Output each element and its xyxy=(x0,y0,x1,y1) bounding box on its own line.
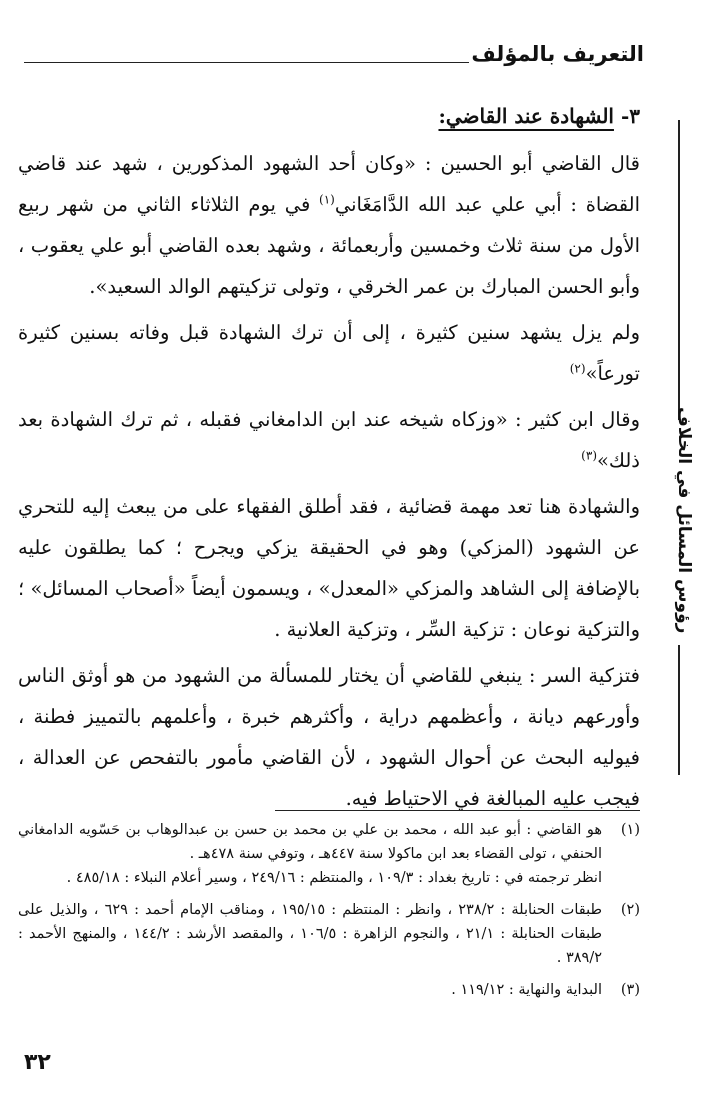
footnote-ref-1[interactable]: (١) xyxy=(319,192,335,207)
section-title: الشهادة عند القاضي: xyxy=(438,104,614,128)
header-rule xyxy=(24,62,469,63)
running-header xyxy=(24,40,644,74)
footnote-ref-2[interactable]: (٢) xyxy=(569,361,586,376)
side-tab-rule-bottom xyxy=(678,645,680,775)
paragraph-5: فتزكية السر : ينبغي للقاضي أن يختار للمسألة من الشهود من هو أوثق الناس وأورعهم ديانة ، وأعظمهم دراية ، وأكثرهم خبرة ، وأعلمهم بالتمييز فطنة ، فيوليه البحث عن أحوال الشهود ، لأن القاضي مأمور بالتفحص عن العدالة ، فيجب عليه المبالغة في الاحتياط فيه. xyxy=(18,664,640,810)
paragraph-1-part-b: في يوم الثلاثاء الثاني من شهر ربيع الأول من سنة ثلاث وخمسين وأربعمائة ، وشهد بعده القاضي أبو علي يعقوب ، وأبو الحسن المبارك بن عمر الخرقي ، وتولى تزكيتهم الوالد السعيد». xyxy=(18,193,640,298)
page-number: ٣٢ xyxy=(24,1050,51,1075)
footnote-line: هو القاضي : أبو عبد الله ، محمد بن علي بن محمد بن حسن بن عبدالوهاب بن حَسّويه الدامغاني الحنفي ، تولى القضاء بعد ابن ماكولا سنة ٤٤٧هـ ، وتوفي سنة ٤٧٨هـ . xyxy=(18,822,602,862)
footnote-number: (١) xyxy=(620,822,640,838)
paragraph-3-text: وقال ابن كثير : «وزكاه شيخه عند ابن الدامغاني فقبله ، ثم ترك الشهادة بعد ذلك» xyxy=(18,408,640,472)
side-tab-label: رؤوس المسائل في الخلاف xyxy=(674,406,694,633)
footnote-ref-3[interactable]: (٣) xyxy=(581,448,597,463)
paragraph-1-part-a: قال القاضي أبو الحسين : «وكان أحد الشهود المذكورين ، شهد عند قاضي القضاة : أبي علي عبد الله الدَّامَغَاني xyxy=(18,152,640,216)
footnote-separator xyxy=(275,810,640,811)
side-tab-rule-top xyxy=(678,120,680,420)
footnote-3 xyxy=(18,978,640,1002)
section-heading xyxy=(18,96,640,137)
main-text xyxy=(18,96,640,824)
footnote-line: البداية والنهاية : ١١٩/١٢ . xyxy=(451,982,602,998)
footnote-2 xyxy=(18,898,640,970)
section-number: ٣- xyxy=(620,104,640,128)
footnote-text xyxy=(18,898,602,970)
side-tab xyxy=(650,120,710,680)
footnote-text xyxy=(18,978,602,1002)
footnote-text xyxy=(18,818,602,890)
paragraph-1 xyxy=(18,143,640,307)
paragraph-2-text: ولم يزل يشهد سنين كثيرة ، إلى أن ترك الشهادة قبل وفاته بسنين كثيرة تورعاً» xyxy=(18,321,640,385)
footnote-number: (٢) xyxy=(620,902,640,918)
footnote-number: (٣) xyxy=(620,982,640,998)
footnote-line: انظر ترجمته في : تاريخ بغداد : ١٠٩/٣ ، والمنتظم : ٢٤٩/١٦ ، وسير أعلام النبلاء : ٤٨٥/١٨ . xyxy=(66,870,602,886)
footnote-1 xyxy=(18,818,640,890)
footnotes xyxy=(18,818,640,1010)
paragraph-3 xyxy=(18,399,640,481)
paragraph-4: والشهادة هنا تعد مهمة قضائية ، فقد أطلق الفقهاء على من يبعث إليه للتحري عن الشهود (المزكي) وهو في الحقيقة يزكي ويجرح ؛ كما يطلقون عليه بالإضافة إلى الشاهد والمزكي «المعدل» ، ويسمون أيضاً «أصحاب المسائل» ؛ والتزكية نوعان : تزكية السِّر ، وتزكية العلانية . xyxy=(18,495,640,641)
paragraph-2 xyxy=(18,312,640,394)
header-title: التعريف بالمؤلف xyxy=(471,42,644,66)
footnote-line: طبقات الحنابلة : ٢٣٨/٢ ، وانظر : المنتظم : ١٩٥/١٥ ، ومناقب الإمام أحمد : ٦٢٩ ، والذيل على طبقات الحنابلة : ٢١/١ ، والنجوم الزاهرة : ١٠٦/٥ ، والمقصد الأرشد : ١٤٤/٢ ، والمنهج الأحمد : ٣٨٩/٢ . xyxy=(18,902,602,966)
